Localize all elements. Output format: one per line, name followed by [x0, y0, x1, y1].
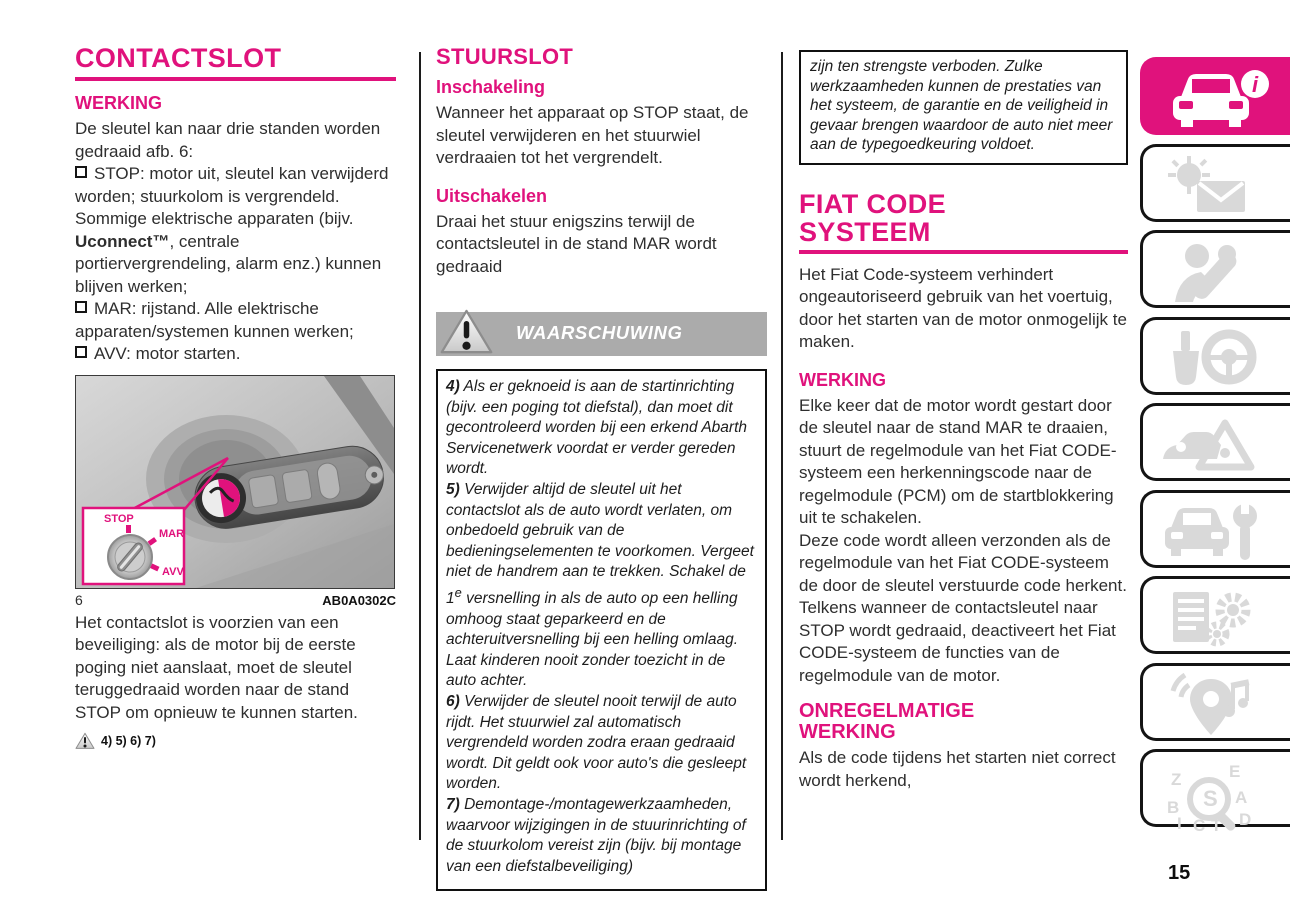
figure-caption [75, 592, 396, 608]
multimedia-icon [1159, 673, 1269, 737]
paragraph: Deze code wordt alleen verzonden als de regelmodule van het Fiat CODE-systeem de door de sleutel verstuurde code herkent. [799, 530, 1127, 595]
label-avv: AVV [162, 565, 184, 578]
tab-technical-data[interactable] [1140, 576, 1290, 654]
bullet-item-stop: STOP: motor uit, sleutel kan verwijderd worden; stuurkolom is vergrendeld. Sommige elektrische apparaten (bijv. Uconnect™, centrale portiervergrendeling, alarm enz.) kunnen blijven werken; [75, 164, 389, 296]
alphabetical-index-icon [1159, 759, 1269, 831]
section-title: CONTACTSLOT [75, 43, 282, 73]
column-contactslot [75, 44, 396, 750]
key-position-inset [83, 508, 184, 584]
tab-vehicle-info[interactable] [1140, 57, 1290, 135]
svg-text:E: E [1229, 762, 1241, 781]
bullet-square-icon [75, 346, 87, 358]
subsection-heading: ONREGELMATIGE WERKING [799, 700, 975, 744]
svg-text:T: T [1211, 816, 1222, 831]
label-stop: STOP [104, 512, 134, 525]
bullet-item-mar: MAR: rijstand. Alle elektrische apparaten/systemen kunnen werken; [75, 299, 354, 341]
title-rule [799, 250, 1128, 254]
paragraph: Het contactslot is voorzien van een beveiliging: als de motor bij de eerste poging niet aanslaat, moet de sleutel teruggedraaid worden naar de stand STOP om opnieuw te kunnen starten. [75, 612, 358, 722]
warning-item: 6) Verwijder de sleutel nooit terwijl de auto rijdt. Het stuurwiel zal automatisch vergrendeld worden zodra eraan gedraaid wordt. Dit geldt ook voor auto's die gesleept worden. [446, 693, 747, 793]
ignition-switch-figure [75, 375, 395, 589]
svg-text:A: A [1235, 788, 1248, 807]
subsection-heading: Inschakeling [436, 77, 546, 97]
starting-and-driving-icon [1159, 327, 1269, 391]
column-stuurslot [436, 44, 767, 891]
tab-emergency[interactable] [1140, 403, 1290, 481]
warning-header [436, 312, 767, 356]
title-rule [75, 77, 396, 81]
tab-safety[interactable] [1140, 230, 1290, 308]
warning-triangle-icon [75, 732, 95, 750]
tab-servicing-maintenance[interactable] [1140, 490, 1290, 568]
warning-box [436, 369, 767, 891]
paragraph: Als de code tijdens het starten niet correct wordt herkend, [799, 748, 1116, 790]
subsection-heading: WERKING [799, 369, 886, 390]
lights-and-messages-icon [1159, 154, 1269, 218]
warning-item: 4) Als er geknoeid is aan de startinrichting (bijv. een poging tot diefstal), dan moet dit gecontroleerd worden bij een erkend Abarth Servicenetwerk voordat er verder gereden wordt. [446, 378, 748, 478]
label-mar: MAR [159, 527, 185, 540]
paragraph: Wanneer het apparaat op STOP staat, de sleutel verwijderen en het stuurwiel verdraaien tot het vergrendelt. [436, 103, 749, 167]
section-title: STUURSLOT [436, 44, 574, 69]
tab-lights-and-messages[interactable] [1140, 144, 1290, 222]
paragraph: Het Fiat Code-systeem verhindert ongeautoriseerd gebruik van het voertuig, door het starten van de motor onmogelijk te maken. [799, 264, 1127, 352]
paragraph: Telkens wanneer de contactsleutel naar STOP wordt gedraaid, deactiveert het Fiat CODE-systeem de functies van de regelmodule van de motor. [799, 598, 1116, 685]
figure-code: AB0A0302C [322, 592, 396, 608]
subsection-heading: Uitschakelen [436, 185, 548, 206]
svg-text:I: I [1177, 814, 1182, 831]
bullet-square-icon [75, 166, 87, 178]
ignition-photo [76, 376, 394, 588]
tab-starting-and-driving[interactable] [1140, 317, 1290, 395]
svg-text:C: C [1193, 816, 1206, 831]
page-number: 15 [1168, 862, 1191, 884]
tab-multimedia[interactable] [1140, 663, 1290, 741]
servicing-maintenance-icon [1159, 500, 1269, 564]
vehicle-info-icon [1159, 67, 1277, 131]
tab-alphabetical-index[interactable] [1140, 749, 1290, 831]
warning-title: WAARSCHUWING [516, 322, 683, 343]
subsection-heading: WERKING [75, 93, 162, 113]
emergency-icon [1159, 413, 1269, 477]
column-fiat-code [799, 50, 1128, 792]
section-title: FIAT CODE SYSTEEM [799, 188, 947, 247]
bullet-item-avv: AVV: motor starten. [75, 343, 396, 366]
column-divider [781, 52, 783, 840]
technical-data-icon [1159, 586, 1269, 650]
svg-text:B: B [1167, 798, 1180, 817]
column-divider [419, 52, 421, 840]
figure-number: 6 [75, 591, 83, 608]
warning-item: 7) Demontage-/montagewerkzaamheden, waarvoor wijzigingen in de stuurinrichting of de stuurkolom vereist zijn (bijv. bij montage van een diefstalbeveiliging) [446, 796, 746, 875]
warning-item: 5) Verwijder altijd de sleutel uit het contactslot als de auto wordt verlaten, om onbedoeld gebruik van de bedieningselementen te voorkomen. Vergeet niet de handrem aan te trekken. Schakel de 1e versnelling in als de auto op een helling omhoog staat geparkeerd en de achteruitversnelling bij een helling omlaag. Laat kinderen nooit zonder toezicht in de auto achter. [446, 480, 754, 690]
continuation-note-box: zijn ten strengste verboden. Zulke werkzaamheden kunnen de prestaties van het systeem, de garantie en de veiligheid in gevaar brengen waardoor de auto niet meer aan de typegoedkeuring voldoet. [799, 50, 1128, 165]
svg-text:D: D [1239, 810, 1252, 829]
paragraph: Draai het stuur enigszins terwijl de contactsleutel in de stand MAR wordt gedraaid [436, 211, 717, 276]
chapter-tab-strip [1140, 57, 1290, 847]
safety-icon [1159, 240, 1269, 304]
bullet-square-icon [75, 301, 87, 313]
paragraph: De sleutel kan naar drie standen worden gedraaid afb. 6: [75, 119, 381, 161]
warning-triangle-icon [439, 307, 494, 357]
svg-text:Z: Z [1171, 770, 1182, 789]
warning-references: 4) 5) 6) 7) [75, 732, 396, 750]
paragraph: Elke keer dat de motor wordt gestart door de sleutel naar de stand MAR te draaien, stuurt de regelmodule van het Fiat CODE-systeem een herkenningscode naar de regelmodule (PCM) om de startblokkering uit te schakelen. [799, 395, 1117, 528]
svg-text:S: S [1203, 786, 1218, 811]
svg-text:i: i [1251, 72, 1259, 97]
